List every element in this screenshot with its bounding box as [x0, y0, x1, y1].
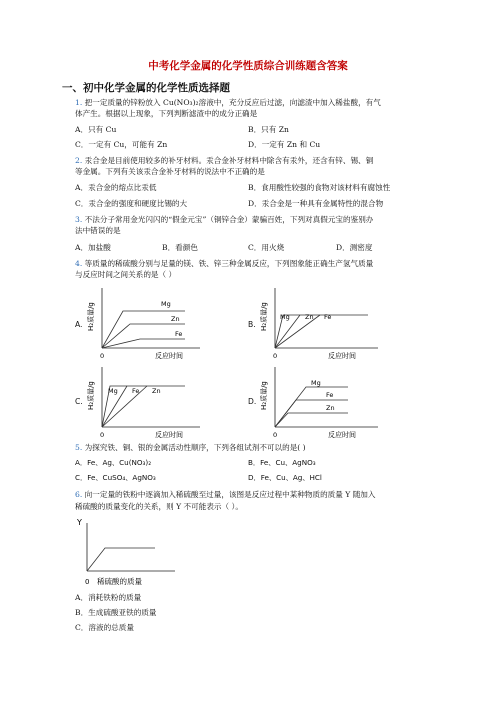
q3-option-c[interactable]: C．用火烧 [248, 243, 285, 252]
q3-option-d[interactable]: D．测密度 [336, 243, 373, 252]
chart-d-xlabel: 反应时间 [328, 431, 356, 439]
q4-chart-b[interactable] [248, 286, 388, 366]
chart-b-xlabel: 反应时间 [328, 352, 356, 360]
chart-a-line-zn [102, 324, 185, 348]
q2-option-d[interactable]: D．汞合金是一种具有金属特性的混合物 [248, 199, 384, 208]
q1-option-a[interactable]: A．只有 Cu [75, 125, 117, 134]
q3-line2: 法中错误的是 [75, 226, 121, 235]
q3-line1 [75, 214, 373, 225]
q4-chart-a[interactable] [75, 286, 210, 366]
q6-chart-ylabel: Y [77, 518, 82, 527]
chart-c-ylabel: H₂质量/g [87, 381, 95, 410]
chart-a-letter: A. [75, 320, 83, 329]
chart-c-letter: C. [75, 397, 83, 406]
q5-option-b[interactable]: B．Fe、Cu、AgNO₃ [248, 458, 316, 467]
chart-d-line-mg [275, 387, 348, 427]
q4-line1 [75, 258, 373, 269]
chart-a-origin: 0 [100, 352, 105, 360]
chart-d-ylabel: H₂质量/g [260, 381, 268, 410]
chart-a-line-fe [102, 339, 185, 348]
chart-c-origin: 0 [100, 431, 105, 439]
q2-option-c[interactable]: C．汞合金的强度和硬度比锡的大 [75, 199, 188, 208]
q2-line2: 等金属。下列有关该汞合金补牙材料的说法中不正确的是 [75, 167, 265, 176]
section-heading: 一、初中化学金属的化学性质选择题 [62, 82, 230, 94]
chart-a-svg [75, 286, 210, 366]
q5-stem: 为探究铁、铜、银的金属活动性顺序，下列各组试剂不可以的是( ) [84, 443, 306, 452]
chart-d-label-fe: Fe [326, 391, 334, 399]
q6-line2: 稀硫酸的质量变化的关系，则 Y 不可能表示（ ）。 [75, 502, 243, 511]
q4-line2: 与反应时间之间关系的是（ ） [75, 270, 177, 279]
q5-option-c[interactable]: C．Fe、CuSO₄、AgNO₃ [75, 473, 156, 482]
q6-option-c[interactable]: C．溶液的总质量 [75, 623, 134, 632]
chart-d-label-mg: Mg [311, 379, 321, 387]
q5-number: 5. [75, 443, 83, 452]
chart-a-ylabel: H₂质量/g [87, 302, 95, 331]
chart-c-svg [75, 365, 210, 443]
chart-d-svg [248, 365, 388, 443]
chart-d-line-fe [275, 400, 348, 427]
q1-option-d[interactable]: D．一定有 Zn 和 Cu [248, 140, 321, 149]
chart-b-svg [248, 286, 388, 366]
q1-number: 1. [75, 98, 83, 107]
q3-stem: 不法分子常用金光闪闪的“假金元宝”（铜锌合金）蒙骗百姓，下列对真假元宝的鉴别办 [84, 215, 374, 224]
chart-c-label-mg: Mg [108, 387, 118, 395]
q6-chart-origin: 0 [85, 578, 90, 586]
q5-line1 [75, 442, 306, 453]
q1-stem: 把一定质量的锌粉放入 Cu(NO₃)₂溶液中，充分反应后过滤，向滤渣中加入稀盐酸，有气 [84, 98, 381, 107]
q6-chart-line [87, 548, 155, 571]
chart-d-line-zn [275, 413, 348, 427]
q2-line1 [75, 155, 373, 166]
q2-option-a[interactable]: A．汞合金的熔点比汞低 [75, 183, 157, 192]
chart-b-label-zn: Zn [305, 313, 314, 321]
q1-line2: 体产生。根据以上现象，下列判断滤渣中的成分正确是 [75, 109, 258, 118]
q4-chart-c[interactable] [75, 365, 210, 443]
page-title: 中考化学金属的化学性质综合训练题含答案 [148, 60, 348, 72]
q6-line1 [75, 489, 375, 500]
q2-stem: 汞合金是目前使用较多的补牙材料。汞合金补牙材料中除含有汞外，还含有锌、锡、铜 [84, 156, 374, 165]
q5-option-d[interactable]: D．Fe、Cu、Ag、HCl [248, 473, 322, 482]
q5-option-a[interactable]: A．Fe、Ag、Cu(NO₃)₂ [75, 458, 152, 467]
chart-b-ylabel: H₂质量/g [260, 302, 268, 331]
chart-a-label-mg: Mg [161, 300, 171, 308]
chart-d-letter: D. [248, 397, 257, 406]
q6-chart [75, 513, 185, 589]
q6-option-b[interactable]: B．生成硫酸亚铁的质量 [75, 608, 157, 617]
q1-line1 [75, 97, 381, 108]
q4-number: 4. [75, 259, 83, 268]
chart-d-label-zn: Zn [326, 404, 335, 412]
q6-chart-xlabel: 稀硫酸的质量 [97, 577, 142, 586]
q2-number: 2. [75, 156, 83, 165]
q6-chart-svg [75, 513, 185, 589]
q3-number: 3. [75, 215, 83, 224]
chart-a-label-zn: Zn [171, 315, 180, 323]
chart-b-label-fe: Fe [324, 313, 332, 321]
q1-option-c[interactable]: C．一定有 Cu，可能有 Zn [75, 140, 168, 149]
q4-stem: 等质量的稀硫酸分别与足量的镁、铁、锌三种金属反应，下列图象能正确生产氢气质量 [84, 259, 374, 268]
q3-option-b[interactable]: B．看颜色 [162, 243, 198, 252]
q3-option-a[interactable]: A．加盐酸 [75, 243, 111, 252]
q6-stem: 向一定量的铁粉中逐滴加入稀硫酸至过量，该图是反应过程中某种物质的质量 Y 随加入 [84, 490, 376, 499]
chart-b-letter: B. [248, 320, 256, 329]
q2-option-b[interactable]: B．食用酸性较强的食物对该材料有腐蚀性 [248, 183, 391, 192]
chart-a-label-fe: Fe [175, 330, 183, 338]
q1-option-b[interactable]: B．只有 Zn [248, 125, 289, 134]
chart-c-label-zn: Zn [152, 387, 161, 395]
chart-b-label-mg: Mg [280, 313, 290, 321]
q4-chart-d[interactable] [248, 365, 388, 443]
chart-d-origin: 0 [273, 431, 278, 439]
chart-c-xlabel: 反应时间 [155, 431, 183, 439]
chart-c-label-fe: Fe [132, 387, 140, 395]
chart-b-origin: 0 [273, 352, 278, 360]
q6-option-a[interactable]: A．消耗铁粉的质量 [75, 593, 142, 602]
chart-a-xlabel: 反应时间 [155, 352, 183, 360]
q6-number: 6. [75, 490, 83, 499]
